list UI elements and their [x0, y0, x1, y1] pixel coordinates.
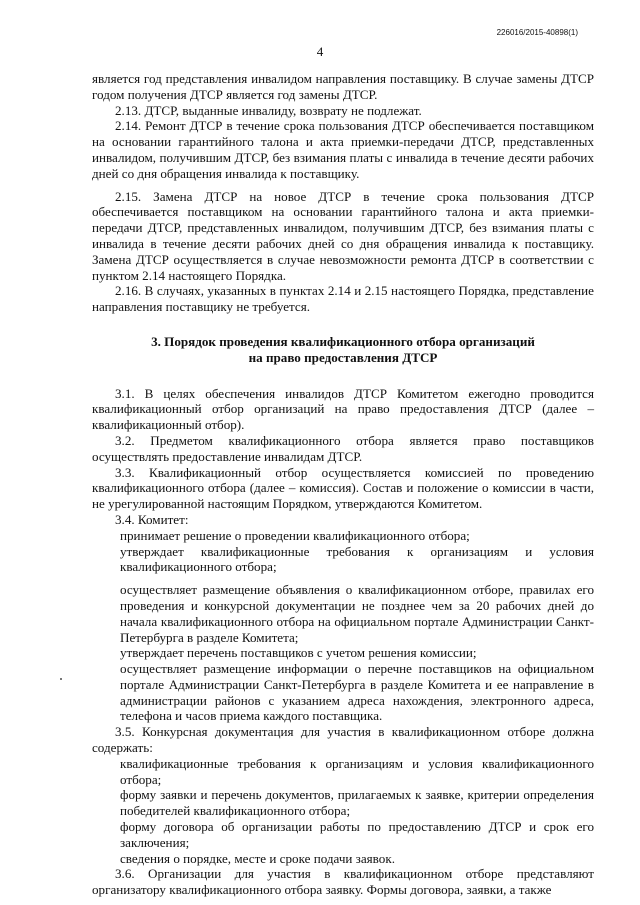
paragraph-3-6: 3.6. Организации для участия в квалификационном отборе представляют организатору квалификационного отбора заявку. Формы договора, заявки, а также [92, 866, 594, 898]
list-item: осуществляет размещение объявления о квалификационном отборе, правилах его проведения и конкурсной документации не позднее чем за 20 рабочих дней до начала квалификационного отбора на официальном портале Администрации Санкт-Петербурга в разделе Комитета; [120, 582, 594, 645]
section-title-line-1: 3. Порядок проведения квалификационного отбора организаций [151, 333, 535, 349]
paragraph-3-5: 3.5. Конкурсная документация для участия в квалификационном отборе должна содержать: [92, 724, 594, 756]
list-item: форму договора об организации работы по предоставлению ДТСР и срок его заключения; [120, 819, 594, 850]
paragraph-2-13: 2.13. ДТСР, выданные инвалиду, возврату не подлежат. [115, 102, 422, 118]
paragraph-3-3: 3.3. Квалификационный отбор осуществляется комиссией по проведению квалификационного отбора (далее – комиссия). Состав и положение о комиссии в части, не урегулированной настоящим Порядком, утверждаются Комитетом. [92, 464, 594, 512]
paragraph-2-14: 2.14. Ремонт ДТСР в течение срока пользования ДТСР обеспечивается поставщиком на основании гарантийного талона и акта приемки-передачи ДТСР, представленных инвалидом, получившим ДТСР, без взимания платы с инвалида в течение десяти рабочих дней со дня обращения инвалида к поставщику. [92, 118, 594, 181]
page-number: 4 [316, 44, 324, 59]
list-item: квалификационные требования к организациям и условия квалификационного отбора; [120, 755, 594, 787]
margin-mark [60, 678, 62, 680]
list-item: утверждает перечень поставщиков с учетом решения комиссии; [120, 645, 477, 661]
list-item: сведения о порядке, месте и сроке подачи заявок. [120, 850, 395, 866]
section-title [92, 334, 594, 366]
section-title-line-2: на право предоставления ДТСР [248, 349, 438, 365]
list-item: утверждает квалификационные требования к организациям и условия квалификационного отбора; [120, 543, 594, 575]
paragraph-3-4: 3.4. Комитет: [115, 511, 189, 527]
paragraph-2-16: 2.16. В случаях, указанных в пунктах 2.14 и 2.15 настоящего Порядка, представление направления поставщику не требуется. [92, 283, 594, 315]
document-body [92, 71, 594, 898]
list-item: осуществляет размещение информации о перечне поставщиков на официальном портале Администрации Санкт-Петербурга в разделе Комитета и ее направление в администрации районов с указанием адреса нахождения, электронного адреса, телефона и часов приема каждого поставщика. [120, 661, 594, 724]
document-id: 226016/2015-40898(1) [496, 28, 578, 37]
list-item: принимает решение о проведении квалификационного отбора; [120, 527, 470, 543]
list-item: форму заявки и перечень документов, прилагаемых к заявке, критерии определения победителей квалификационного отбора; [120, 787, 594, 819]
paragraph: является год представления инвалидом направления поставщику. В случае замены ДТСР годом получения ДТСР является год замены ДТСР. [92, 71, 594, 102]
paragraph-3-2: 3.2. Предметом квалификационного отбора является право поставщиков осуществлять предоставление инвалидам ДТСР. [92, 432, 594, 464]
paragraph-3-1: 3.1. В целях обеспечения инвалидов ДТСР Комитетом ежегодно проводится квалификационный отбор организаций на право предоставления ДТСР (далее – квалификационный отбор). [92, 385, 594, 433]
paragraph-2-15: 2.15. Замена ДТСР на новое ДТСР в течение срока пользования ДТСР обеспечивается поставщиком на основании гарантийного талона и акта приемки-передачи ДТСР, представленных инвалидом, получившим ДТСР, без взимания платы с инвалида в течение десяти рабочих дней со дня обращения инвалида к поставщику. Замена ДТСР осуществляется в случае невозможности ремонта ДТСР в соответствии с пунктом 2.14 настоящего Порядка. [92, 188, 594, 283]
